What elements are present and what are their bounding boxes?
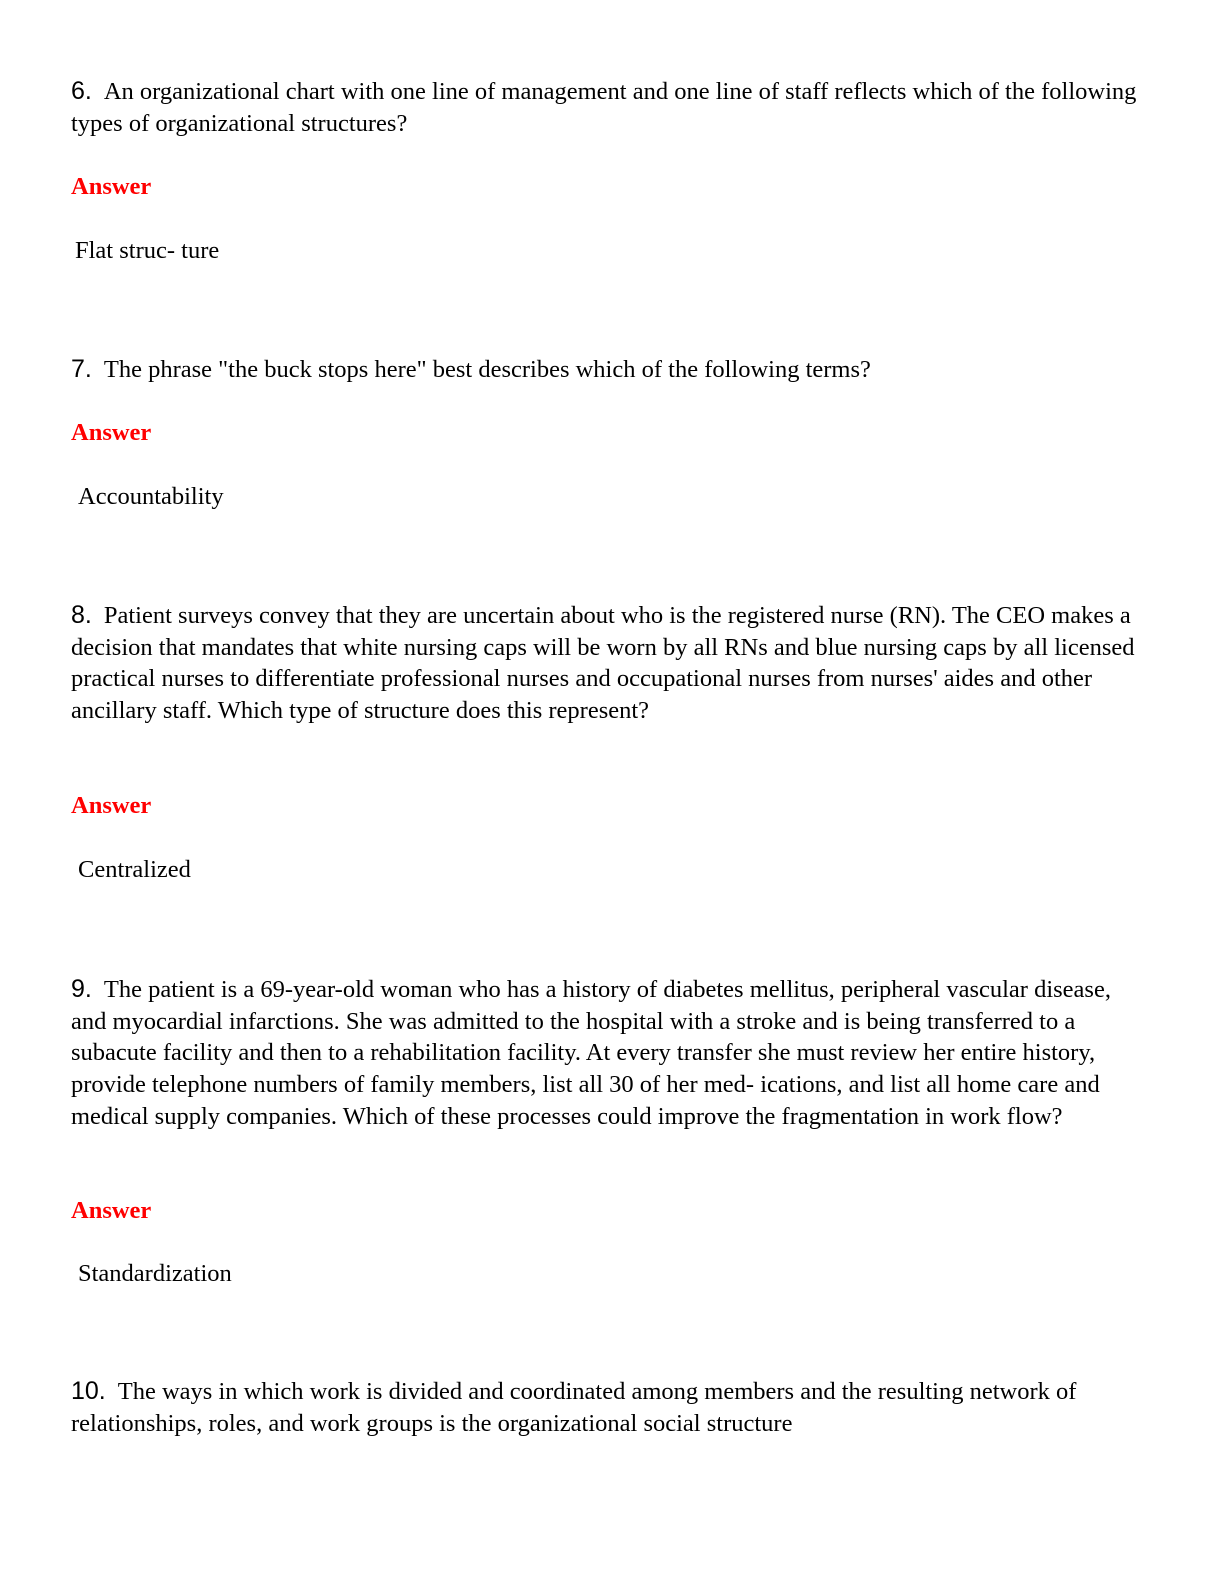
question-number: 6. xyxy=(71,77,92,105)
question-text xyxy=(71,600,1141,727)
answer-label-9 xyxy=(71,1196,1141,1226)
question-7 xyxy=(71,354,1141,386)
question-6 xyxy=(71,76,1141,139)
question-text xyxy=(71,1376,1141,1439)
answer-text: Standardization xyxy=(78,1260,232,1287)
question-number: 7. xyxy=(71,355,92,383)
answer-7 xyxy=(78,482,1148,512)
answer-6 xyxy=(75,236,1145,266)
answer-label: Answer xyxy=(71,173,152,200)
answer-9 xyxy=(78,1259,1148,1289)
question-body: The phrase "the buck stops here" best describes which of the following terms? xyxy=(103,356,871,383)
question-text xyxy=(71,76,1141,139)
question-9 xyxy=(71,974,1141,1133)
question-text xyxy=(71,354,1141,386)
answer-label: Answer xyxy=(71,792,152,819)
question-number: 10. xyxy=(71,1377,106,1405)
answer-text: Centralized xyxy=(78,856,191,883)
question-body: An organizational chart with one line of management and one line of staff reflects which of the following types of organizational structures? xyxy=(71,78,1137,137)
answer-label: Answer xyxy=(71,1197,152,1224)
question-8 xyxy=(71,600,1141,727)
question-number: 8. xyxy=(71,601,92,629)
answer-label-7 xyxy=(71,418,1141,448)
answer-text: Flat struc- ture xyxy=(75,237,220,264)
answer-label-8 xyxy=(71,791,1141,821)
answer-8 xyxy=(78,855,1148,885)
question-text xyxy=(71,974,1141,1133)
question-number: 9. xyxy=(71,975,92,1003)
answer-label-6 xyxy=(71,172,1141,202)
answer-label: Answer xyxy=(71,419,152,446)
question-body: Patient surveys convey that they are uncertain about who is the registered nurse (RN). The CEO makes a decision that mandates that white nursing caps will be worn by all RNs and blue nursing caps by all licensed practical nurses to differentiate professional nurses and occupational nurses from nurses' aides and other ancillary staff. Which type of structure does this represent? xyxy=(71,602,1135,725)
question-body: The patient is a 69-year-old woman who has a history of diabetes mellitus, peripheral vascular disease, and myocardial infarctions. She was admitted to the hospital with a stroke and is being transferred to a subacute facility and then to a rehabilitation facility. At every transfer she must review her entire history, provide telephone numbers of family members, list all 30 of her med- ications, and list all home care and medical supply companies. Which of these processes could improve the fragmentation in work flow? xyxy=(71,976,1111,1130)
question-10 xyxy=(71,1376,1141,1439)
answer-text: Accountability xyxy=(78,483,224,510)
question-body: The ways in which work is divided and coordinated among members and the resulting network of relationships, roles, and work groups is the organizational social structure xyxy=(71,1378,1077,1437)
